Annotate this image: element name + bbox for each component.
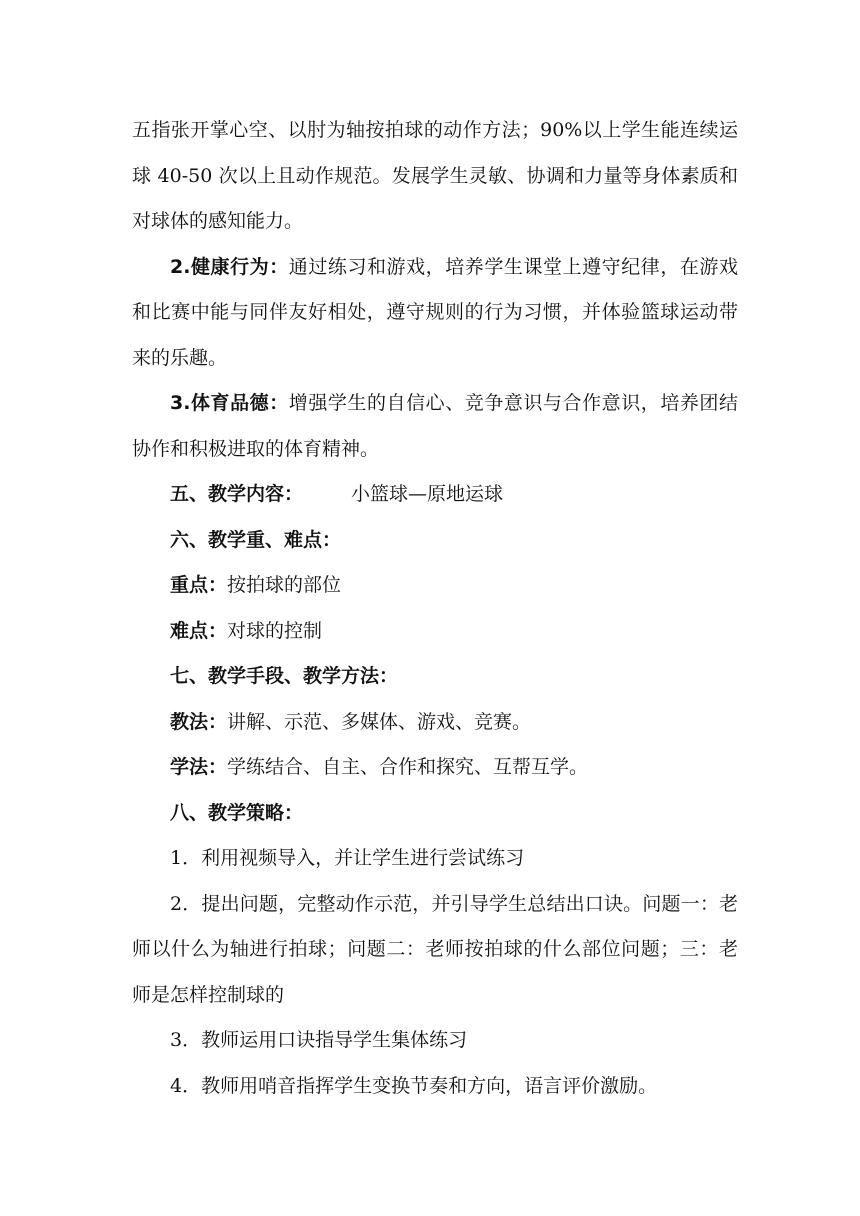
strategy-item-text: 2．提出问题，完整动作示范，并引导学生总结出口诀。问题一：老师以什么为轴进行拍球；问题二：老师按拍球的什么部位问题；三：老师是怎样控制球的 <box>132 892 738 1006</box>
key-point-line <box>132 563 738 609</box>
teaching-method-label: 教法： <box>170 710 228 733</box>
strategy-item-text: 3．教师运用口诀指导学生集体练习 <box>170 1029 468 1051</box>
learning-method-line <box>132 745 738 791</box>
health-behavior-text: 通过练习和游戏，培养学生课堂上遵守纪律，在游戏和比赛中能与同伴友好相处，遵守规则的行为习惯，并体验篮球运动带来的乐趣。 <box>132 255 738 369</box>
teaching-content-text: 小篮球—原地运球 <box>351 483 504 505</box>
strategy-item <box>132 1064 738 1110</box>
strategy-item-text: 4．教师用哨音指挥学生变换节奏和方向，语言评价激励。 <box>170 1074 658 1097</box>
teaching-method-line <box>132 700 738 746</box>
paragraph-sports-ethics <box>132 381 738 472</box>
section-teaching-strategy <box>132 791 738 837</box>
teaching-means-heading: 七、教学手段、教学方法： <box>170 665 399 687</box>
strategy-item <box>132 1018 738 1064</box>
section-teaching-means <box>132 654 738 700</box>
teaching-method-text: 讲解、示范、多媒体、游戏、竞赛。 <box>227 710 532 733</box>
paragraph-skills <box>132 108 738 245</box>
difficulty-label: 难点： <box>170 619 228 642</box>
section-teaching-content <box>132 472 738 518</box>
difficulty-text: 对球的控制 <box>227 619 323 642</box>
learning-method-label: 学法： <box>170 756 228 778</box>
sports-ethics-text: 增强学生的自信心、竞争意识与合作意识，培养团结协作和积极进取的体育精神。 <box>132 392 738 460</box>
teaching-content-heading: 五、教学内容： <box>170 483 304 505</box>
section-key-difficult-points <box>132 518 738 564</box>
strategy-item <box>132 836 738 882</box>
key-difficult-points-heading: 六、教学重、难点： <box>170 528 342 551</box>
document-body <box>132 108 738 1109</box>
strategy-item <box>132 882 738 1019</box>
teaching-strategy-heading: 八、教学策略： <box>170 801 304 824</box>
paragraph-health-behavior <box>132 245 738 382</box>
strategy-item-text: 1．利用视频导入，并让学生进行尝试练习 <box>170 847 525 869</box>
health-behavior-label: 2.健康行为： <box>170 255 289 278</box>
key-point-text: 按拍球的部位 <box>227 574 342 596</box>
sports-ethics-label: 3.体育品德： <box>170 392 289 414</box>
paragraph-skills-text: 五指张开掌心空、以肘为轴按拍球的动作方法；90%以上学生能连续运球 40-50 次以上且动作规范。发展学生灵敏、协调和力量等身体素质和对球体的感知能力。 <box>132 119 738 232</box>
learning-method-text: 学练结合、自主、合作和探究、互帮互学。 <box>227 756 589 778</box>
key-point-label: 重点： <box>170 574 228 596</box>
difficulty-line <box>132 609 738 655</box>
